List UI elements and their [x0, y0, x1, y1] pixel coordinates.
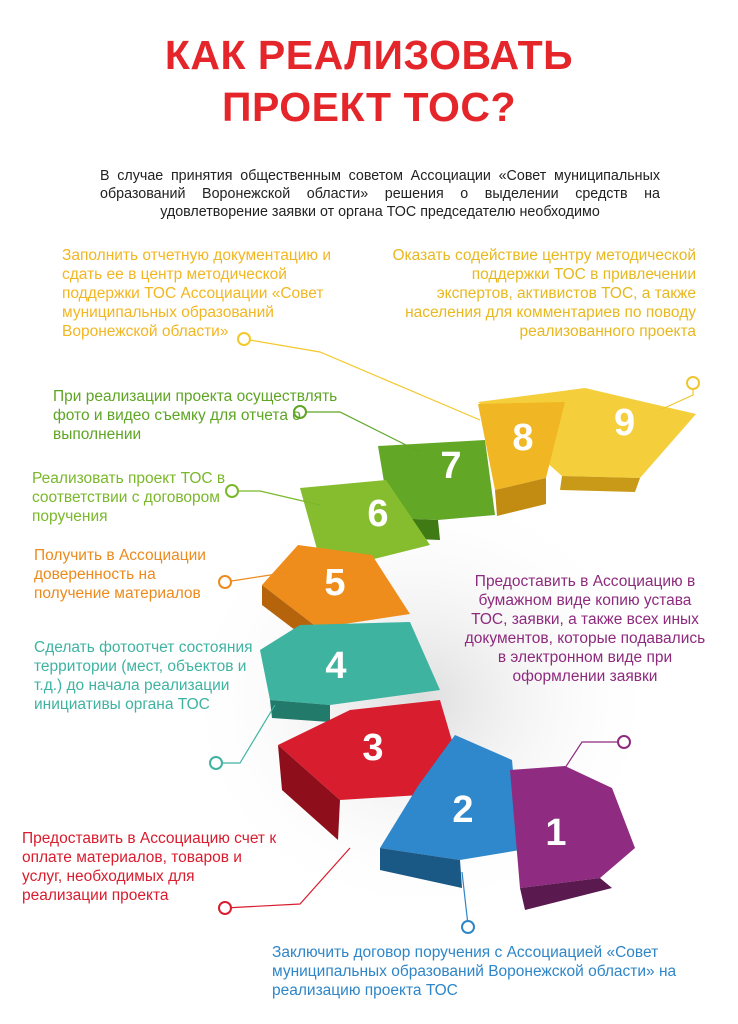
step-number-5: 5	[324, 562, 346, 604]
step-number-4: 4	[325, 645, 347, 687]
step-number-6: 6	[367, 493, 389, 535]
step-text-9: Оказать содействие центру методической поддержки ТОС в привлечении экспертов, активистов ТОС, а также населения для комментариев по поводу реализованного проекта	[392, 247, 696, 340]
step-text-8: Заполнить отчетную документацию и сдать ее в центр методической поддержки ТОС Ассоциации «Совет муниципальных образований Воронежской области»	[62, 247, 332, 340]
step-text-4: Сделать фотоотчет состояния территории (мест, объектов и т.д.) до начала реализации инициативы органа ТОС	[34, 639, 253, 713]
step-number-8: 8	[512, 417, 534, 459]
title-line-2: ПРОЕКТ ТОС?	[221, 84, 517, 130]
title-line-1: КАК РЕАЛИЗОВАТЬ	[164, 32, 574, 78]
step-number-3: 3	[362, 727, 384, 769]
step-number-7: 7	[440, 445, 462, 487]
intro-paragraph: В случае принятия общественным советом Ассоциации «Совет муниципальных образований Воронежской области» решения о выделении средств на удовлетворение заявки от органа ТОС председателю необходимо	[100, 168, 660, 221]
step-text-2: Заключить договор поручения с Ассоциацией «Совет муниципальных образований Воронежской области» на реализацию проекта ТОС	[272, 944, 677, 999]
step-text-5: Получить в Ассоциации доверенность на получение материалов	[34, 547, 206, 602]
step-number-9: 9	[614, 402, 636, 444]
step-text-6: Реализовать проект ТОС в соответствии с договором поручения	[32, 470, 226, 525]
step-text-7: При реализации проекта осуществлять фото и видео съемку для отчета о выполнении	[53, 388, 338, 443]
step-text-3: Предоставить в Ассоциацию счет к оплате материалов, товаров и услуг, необходимых для реализации проекта	[22, 830, 277, 904]
step-text-1: Предоставить в Ассоциацию в бумажном виде копию устава ТОС, заявки, а также всех иных документов, которые подавались в электронном виде при оформлении заявки	[464, 573, 706, 685]
step-number-2: 2	[452, 789, 474, 831]
step-number-1: 1	[545, 812, 567, 854]
